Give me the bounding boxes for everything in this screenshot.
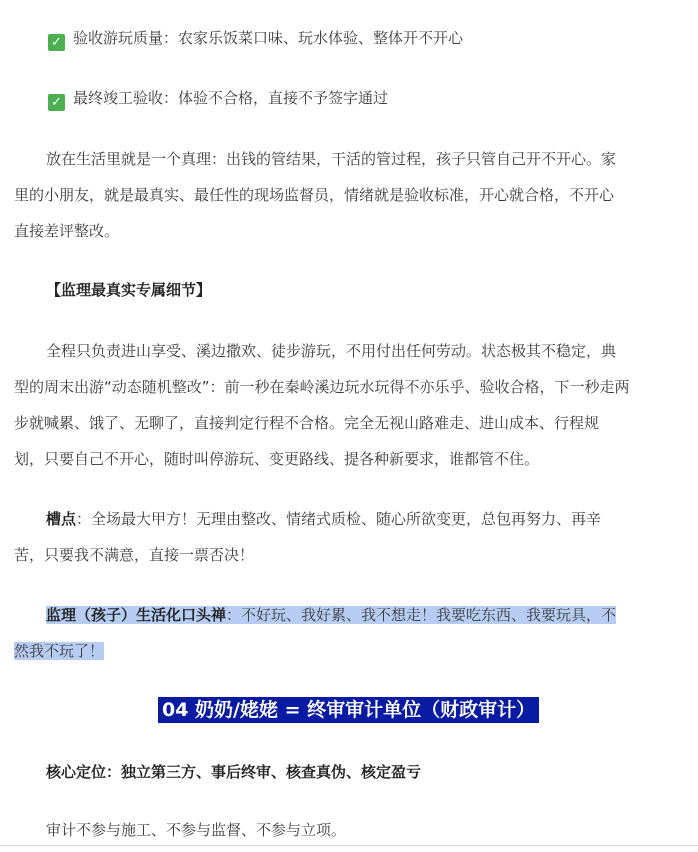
check-item-final-acceptance: [14, 88, 690, 111]
section-heading: 【监理最真实专属细节】: [46, 281, 212, 299]
catchphrase-text: 然我不玩了！: [14, 642, 105, 660]
check-mark-icon: ✓: [48, 94, 65, 111]
paragraph-line: 放在生活里就是一个真理：出钱的管结果，干活的管过程，孩子只管自己开不开心。家: [46, 150, 617, 168]
paragraph-truth: [14, 141, 690, 249]
audit-line: 审计不参与施工、不参与监督、不参与立项。: [46, 821, 347, 839]
paragraph-line: 里的小朋友，就是最真实、最任性的现场监督员，情绪就是验收标准，开心就合格，不开心: [14, 186, 615, 204]
complaint-label: 槽点: [46, 510, 77, 528]
paragraph-line: 型的周末出游“动态随机整改”：前一秒在秦岭溪边玩水玩得不亦乐乎、验收合格，下一秒走两: [14, 378, 630, 396]
paragraph-line: 步就喊累、饿了、无聊了，直接判定行程不合格。完全无视山路难走、进山成本、行程规: [14, 414, 600, 432]
paragraph-line: [14, 633, 690, 669]
paragraph-line: [14, 501, 690, 537]
catchphrase-text: ：不好玩、我好累、我不想走！我要吃东西、我要玩具，不: [226, 606, 617, 624]
paragraph-line: 苦，只要我不满意，直接一票否决！: [14, 546, 255, 564]
section-title: 04 奶奶/姥姥 = 终审审计单位（财政审计）: [158, 697, 539, 723]
paragraph-catchphrase: [14, 597, 690, 669]
paragraph-line: [14, 597, 690, 633]
check-item-label: 最终竣工验收：体验不合格，直接不予签字通过: [73, 89, 389, 107]
paragraph-details: [14, 333, 690, 477]
check-item-quality: [14, 28, 690, 51]
divider: [0, 845, 698, 846]
paragraph-line: 全程只负责进山享受、溪边撒欢、徒步游玩，不用付出任何劳动。状态极其不稳定，典: [46, 342, 617, 360]
paragraph-complaint: [14, 501, 690, 573]
paragraph-line: 划，只要自己不开心，随时叫停游玩、变更路线、提各种新要求，谁都管不住。: [14, 450, 540, 468]
catchphrase-label: 监理（孩子）生活化口头禅: [46, 606, 227, 624]
complaint-text: ：全场最大甲方！无理由整改、情绪式质检、随心所欲变更，总包再努力、再辛: [76, 510, 602, 528]
check-item-label: 验收游玩质量：农家乐饭菜口味、玩水体验、整体开不开心: [73, 29, 464, 47]
core-position: 核心定位：独立第三方、事后终审、核查真伪、核定盈亏: [46, 763, 422, 781]
check-mark-icon: ✓: [48, 34, 65, 51]
paragraph-line: 直接差评整改。: [14, 222, 120, 240]
